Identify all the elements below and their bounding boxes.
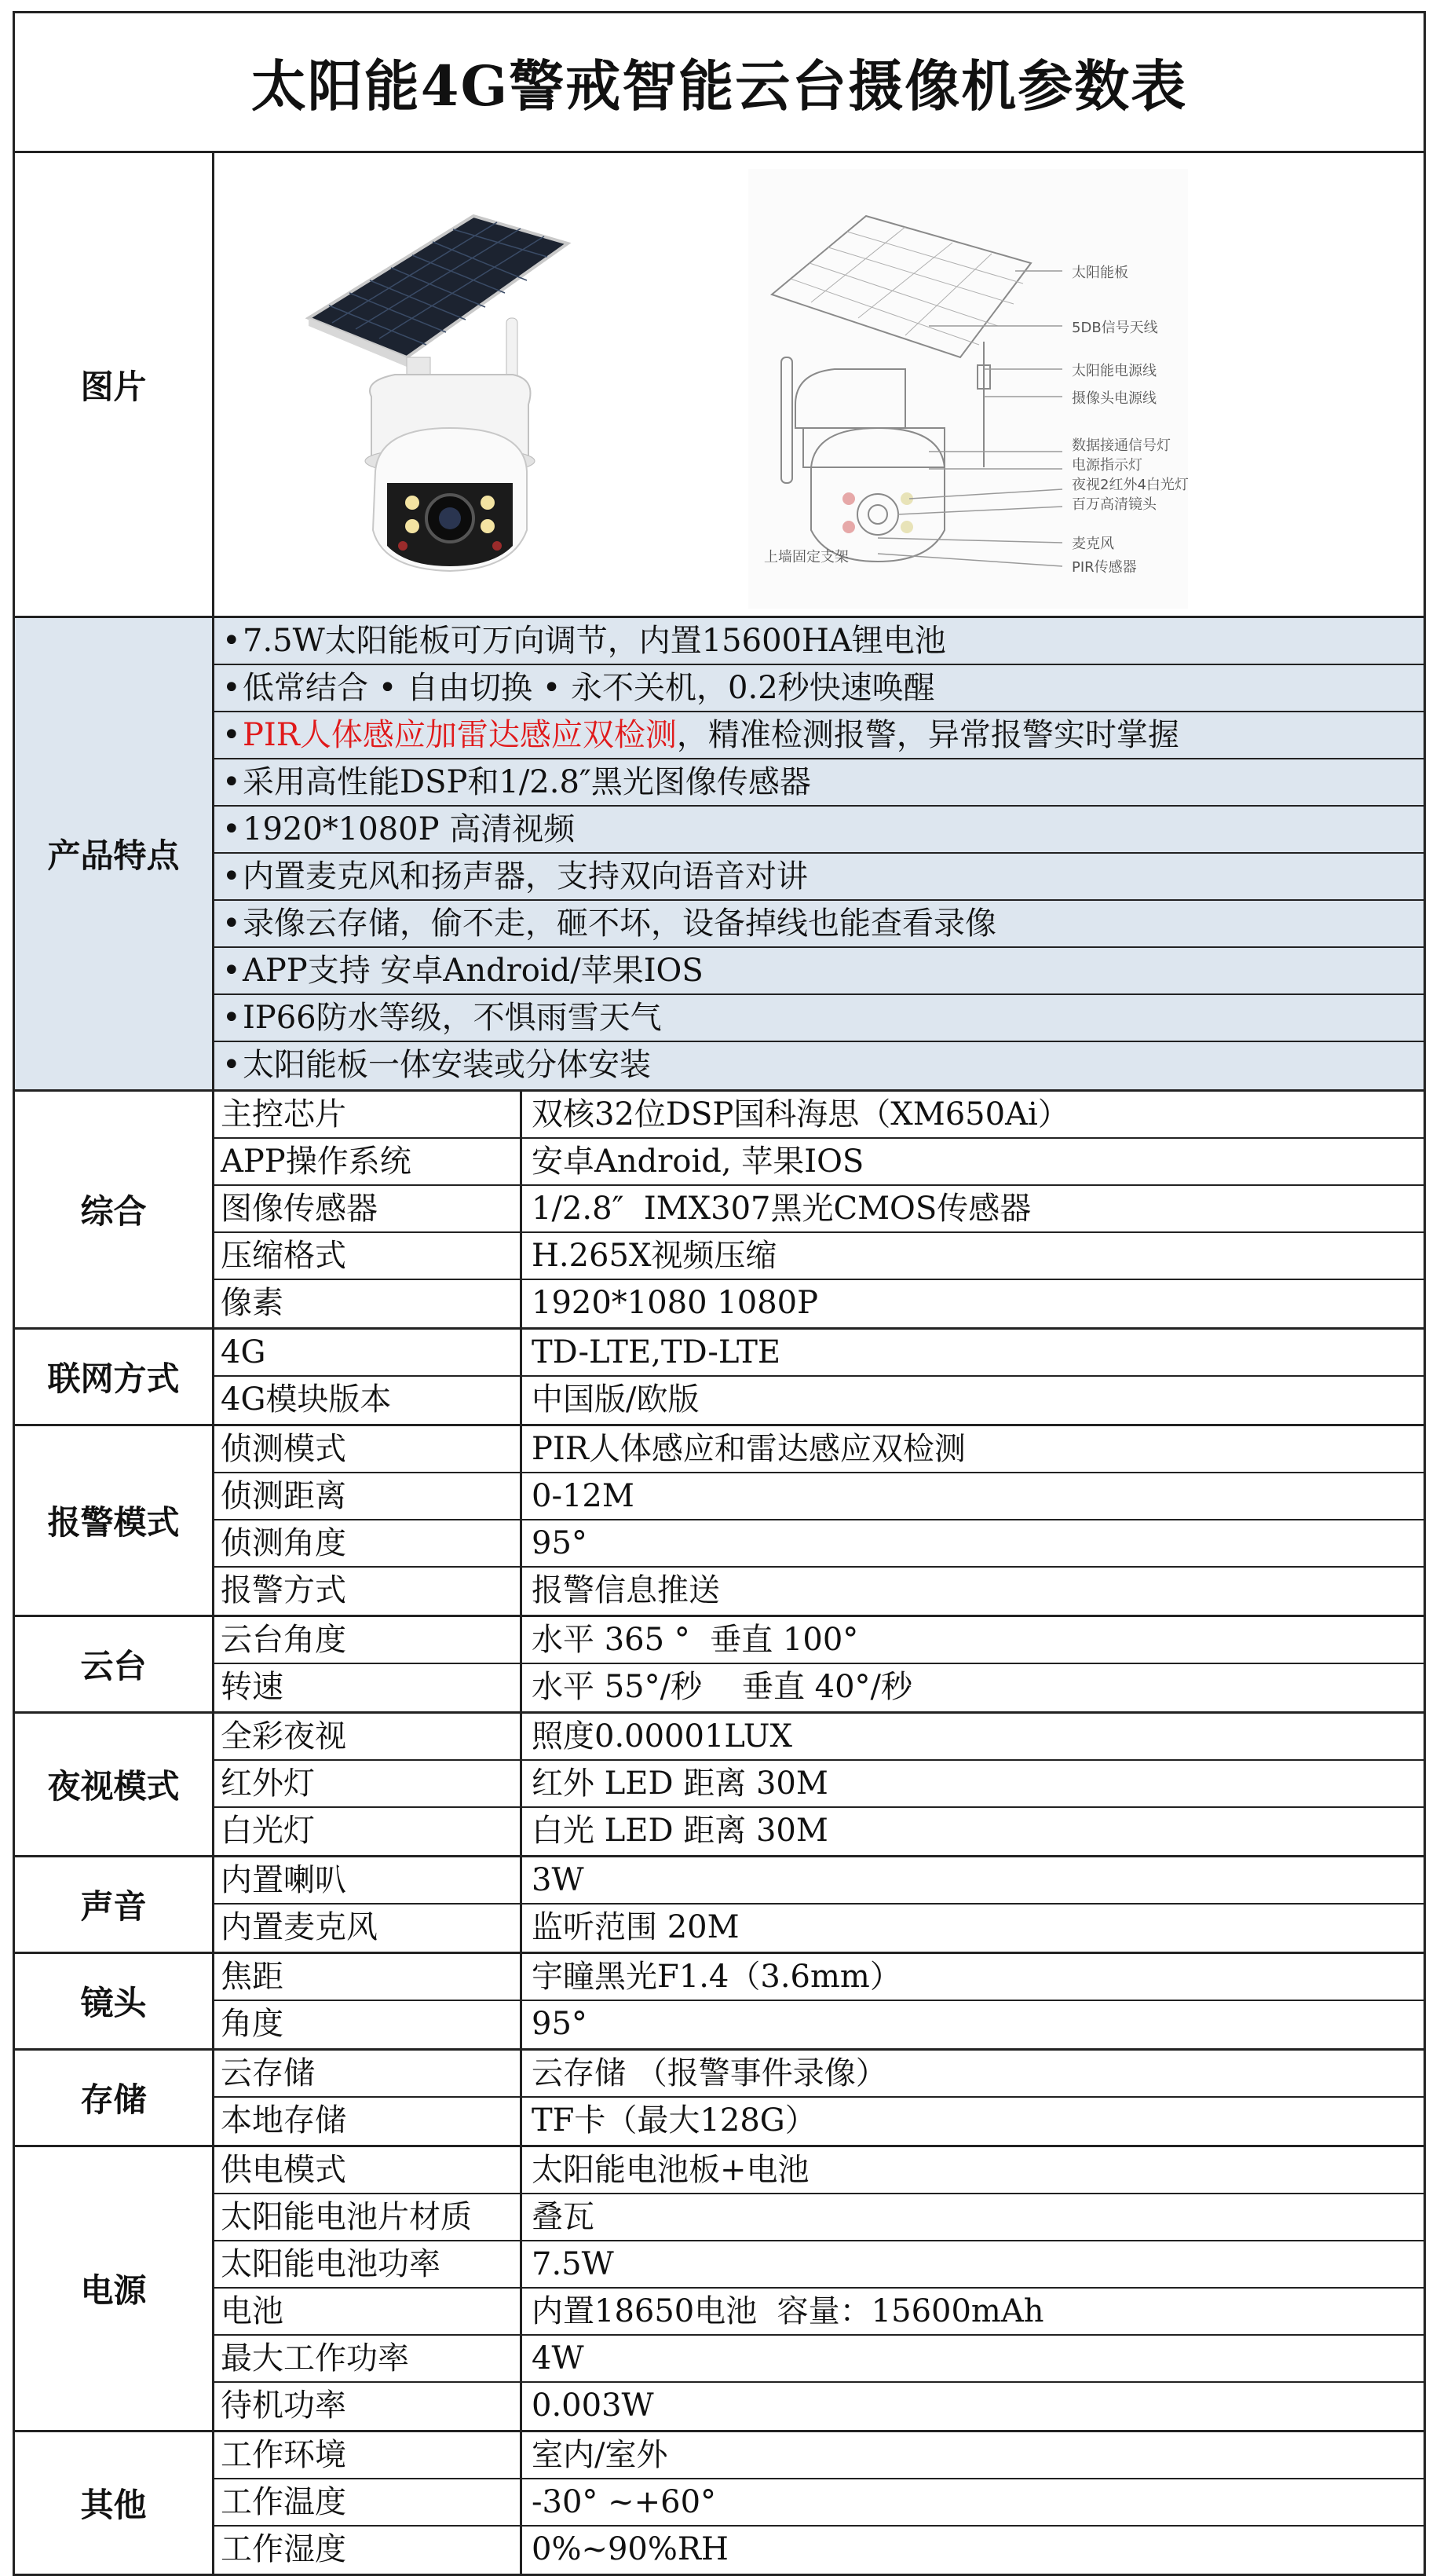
feature-item xyxy=(214,854,1424,901)
section-label: 电源 xyxy=(15,2147,214,2430)
spec-value: -30° ~+60° xyxy=(532,2484,717,2520)
spec-section xyxy=(15,1092,1424,1330)
spec-section xyxy=(15,1857,1424,1954)
diagram-label-power-light: 电源指示灯 xyxy=(1072,457,1142,474)
diagram-label-microphone: 麦克风 xyxy=(1072,536,1114,552)
feature-item xyxy=(214,665,1424,712)
feature-text: 1920*1080P 高清视频 xyxy=(243,811,576,847)
spec-value: 叠瓦 xyxy=(532,2199,594,2235)
spec-key: 白光灯 xyxy=(214,1808,522,1855)
spec-row xyxy=(214,1954,1424,2001)
diagram-label-night-lights: 夜视2红外4白光灯 xyxy=(1072,477,1189,493)
section-label: 镜头 xyxy=(15,1954,214,2048)
bullet-icon: • xyxy=(222,670,241,706)
spec-row xyxy=(214,2432,1424,2479)
spec-key: APP操作系统 xyxy=(214,1139,522,1184)
diagram-label-pir: PIR传感器 xyxy=(1072,559,1137,576)
feature-text: 采用高性能DSP和1/2.8″黑光图像传感器 xyxy=(243,764,811,800)
diagram-label-solar-cable: 太阳能电源线 xyxy=(1072,363,1157,379)
section-rows xyxy=(214,1092,1424,1327)
spec-key: 太阳能电池片材质 xyxy=(214,2194,522,2240)
spec-row xyxy=(214,2336,1424,2383)
feature-item xyxy=(214,618,1424,665)
spec-value: 中国版/欧版 xyxy=(532,1381,700,1418)
spec-value: 白光 LED 距离 30M xyxy=(532,1813,828,1849)
spec-row xyxy=(214,2289,1424,2336)
feature-item xyxy=(214,712,1424,759)
spec-row xyxy=(214,1568,1424,1615)
bullet-icon: • xyxy=(222,858,241,895)
spec-row xyxy=(214,2001,1424,2048)
spec-row xyxy=(214,1857,1424,1905)
spec-row xyxy=(214,1905,1424,1952)
section-label: 夜视模式 xyxy=(15,1714,214,1855)
spec-row xyxy=(214,1280,1424,1327)
spec-section xyxy=(15,1426,1424,1617)
bullet-icon: • xyxy=(222,811,241,847)
feature-text: 低常结合 • 自由切换 • 永不关机，0.2秒快速唤醒 xyxy=(243,670,935,706)
spec-value: PIR人体感应和雷达感应双检测 xyxy=(532,1431,966,1467)
section-rows xyxy=(214,1330,1424,1424)
spec-key: 供电模式 xyxy=(214,2147,522,2193)
section-label: 联网方式 xyxy=(15,1330,214,1424)
feature-highlight: PIR人体感应加雷达感应双检测 xyxy=(243,717,677,753)
diagram-label-wall-bracket: 上墙固定支架 xyxy=(764,549,849,565)
page-title: 太阳能4G警戒智能云台摄像机参数表 xyxy=(15,13,1424,153)
feature-item xyxy=(214,759,1424,807)
spec-row xyxy=(214,1664,1424,1711)
section-rows xyxy=(214,1617,1424,1711)
camera-product-photo xyxy=(277,200,607,609)
feature-text: APP支持 安卓Android/苹果IOS xyxy=(243,953,704,989)
spec-section xyxy=(15,1330,1424,1426)
section-rows xyxy=(214,2432,1424,2574)
image-cell xyxy=(214,153,1424,616)
spec-value: 水平 55°/秒 垂直 40°/秒 xyxy=(532,1669,913,1705)
spec-key: 侦测角度 xyxy=(214,1520,522,1566)
spec-row xyxy=(214,1520,1424,1568)
spec-key: 压缩格式 xyxy=(214,1233,522,1279)
spec-value: 95° xyxy=(532,1525,587,1561)
section-label: 综合 xyxy=(15,1092,214,1327)
spec-value: 4W xyxy=(532,2340,584,2377)
feature-text: 内置麦克风和扬声器，支持双向语音对讲 xyxy=(243,858,808,895)
spec-row xyxy=(214,1714,1424,1761)
diagram-label-antenna: 5DB信号天线 xyxy=(1072,320,1158,336)
spec-value: 1/2.8″ IMX307黑光CMOS传感器 xyxy=(532,1191,1032,1227)
spec-value: 0-12M xyxy=(532,1478,634,1514)
diagram-label-data-light: 数据接通信号灯 xyxy=(1072,437,1171,454)
spec-row xyxy=(214,1761,1424,1808)
feature-text: 太阳能板一体安装或分体安装 xyxy=(243,1047,651,1083)
spec-key: 转速 xyxy=(214,1664,522,1711)
feature-item xyxy=(214,995,1424,1042)
spec-key: 角度 xyxy=(214,2001,522,2048)
spec-value: 太阳能电池板+电池 xyxy=(532,2152,810,2188)
image-row xyxy=(15,153,1424,618)
spec-value: TF卡（最大128G） xyxy=(532,2102,817,2139)
spec-key: 最大工作功率 xyxy=(214,2336,522,2381)
spec-row xyxy=(214,1617,1424,1664)
spec-row xyxy=(214,1330,1424,1377)
feature-text: 录像云存储，偷不走，砸不坏，设备掉线也能查看录像 xyxy=(243,906,996,942)
spec-row xyxy=(214,2194,1424,2241)
spec-key: 工作环境 xyxy=(214,2432,522,2478)
feature-item xyxy=(214,1042,1424,1089)
spec-key: 4G模块版本 xyxy=(214,1377,522,1424)
spec-key: 电池 xyxy=(214,2289,522,2334)
spec-value: 7.5W xyxy=(532,2246,614,2282)
section-rows xyxy=(214,1426,1424,1615)
spec-section xyxy=(15,2432,1424,2574)
spec-row xyxy=(214,1139,1424,1186)
spec-section xyxy=(15,1954,1424,2051)
features-list xyxy=(214,618,1424,1089)
feature-item xyxy=(214,807,1424,854)
spec-value: 监听范围 20M xyxy=(532,1909,740,1945)
spec-value: 1920*1080 1080P xyxy=(532,1285,819,1321)
spec-key: 像素 xyxy=(214,1280,522,1327)
section-label: 云台 xyxy=(15,1617,214,1711)
diagram-label-lens: 百万高清镜头 xyxy=(1072,496,1157,513)
spec-value: 室内/室外 xyxy=(532,2437,668,2473)
bullet-icon: • xyxy=(222,953,241,989)
spec-section xyxy=(15,2147,1424,2432)
feature-text: ，精准检测报警，异常报警实时掌握 xyxy=(676,717,1179,753)
spec-key: 报警方式 xyxy=(214,1568,522,1615)
spec-key: 内置麦克风 xyxy=(214,1905,522,1952)
bullet-icon: • xyxy=(222,717,241,753)
feature-text: 7.5W太阳能板可万向调节，内置15600HA锂电池 xyxy=(243,623,946,659)
spec-key: 云台角度 xyxy=(214,1617,522,1663)
spec-value: 报警信息推送 xyxy=(532,1572,720,1608)
spec-row xyxy=(214,1377,1424,1424)
section-rows xyxy=(214,1954,1424,2048)
bullet-icon: • xyxy=(222,1000,241,1036)
spec-key: 云存储 xyxy=(214,2051,522,2096)
bullet-icon: • xyxy=(222,623,241,659)
spec-key: 待机功率 xyxy=(214,2383,522,2430)
spec-value: 红外 LED 距离 30M xyxy=(532,1766,828,1802)
spec-row xyxy=(214,1473,1424,1520)
spec-value: H.265X视频压缩 xyxy=(532,1238,777,1274)
section-rows xyxy=(214,1857,1424,1952)
spec-key: 全彩夜视 xyxy=(214,1714,522,1759)
section-label: 其他 xyxy=(15,2432,214,2574)
spec-row xyxy=(214,2098,1424,2145)
feature-item xyxy=(214,948,1424,995)
bullet-icon: • xyxy=(222,1047,241,1083)
spec-row xyxy=(214,2383,1424,2430)
section-label: 存储 xyxy=(15,2051,214,2145)
spec-section xyxy=(15,1617,1424,1714)
spec-value: 双核32位DSP国科海思（XM650Ai） xyxy=(532,1096,1069,1132)
bullet-icon: • xyxy=(222,764,241,800)
spec-section xyxy=(15,1714,1424,1857)
spec-sheet-table xyxy=(13,11,1426,2576)
spec-section xyxy=(15,2051,1424,2147)
spec-value: TD-LTE,TD-LTE xyxy=(532,1334,781,1370)
spec-key: 红外灯 xyxy=(214,1761,522,1806)
spec-sections xyxy=(15,1092,1424,2574)
spec-row xyxy=(214,2479,1424,2527)
spec-value: 宇瞳黑光F1.4（3.6mm） xyxy=(532,1959,901,1995)
spec-key: 本地存储 xyxy=(214,2098,522,2145)
spec-key: 太阳能电池功率 xyxy=(214,2241,522,2287)
spec-row xyxy=(214,2147,1424,2194)
spec-key: 侦测距离 xyxy=(214,1473,522,1519)
spec-key: 工作湿度 xyxy=(214,2527,522,2574)
spec-value: 照度0.00001LUX xyxy=(532,1718,792,1755)
section-rows xyxy=(214,2051,1424,2145)
spec-value: 内置18650电池 容量：15600mAh xyxy=(532,2293,1044,2329)
spec-value: 水平 365 ° 垂直 100° xyxy=(532,1622,859,1658)
section-label: 声音 xyxy=(15,1857,214,1952)
spec-value: 0%~90%RH xyxy=(532,2531,729,2567)
feature-text: IP66防水等级，不惧雨雪天气 xyxy=(243,1000,662,1036)
spec-value: 95° xyxy=(532,2006,587,2042)
features-row xyxy=(15,618,1424,1092)
spec-value: 3W xyxy=(532,1862,584,1898)
spec-row xyxy=(214,2241,1424,2289)
diagram-label-camera-cable: 摄像头电源线 xyxy=(1072,390,1157,407)
spec-value: 0.003W xyxy=(532,2388,654,2424)
spec-row xyxy=(214,1233,1424,1280)
features-label: 产品特点 xyxy=(15,618,214,1089)
bullet-icon: • xyxy=(222,906,241,942)
spec-row xyxy=(214,1808,1424,1855)
spec-row xyxy=(214,1426,1424,1473)
spec-key: 图像传感器 xyxy=(214,1186,522,1231)
spec-key: 内置喇叭 xyxy=(214,1857,522,1903)
section-rows xyxy=(214,1714,1424,1855)
spec-key: 4G xyxy=(214,1330,522,1375)
spec-key: 主控芯片 xyxy=(214,1092,522,1137)
spec-value: 云存储 （报警事件录像） xyxy=(532,2055,887,2091)
spec-value: 安卓Android, 苹果IOS xyxy=(532,1143,864,1180)
feature-item xyxy=(214,901,1424,948)
spec-row xyxy=(214,1092,1424,1139)
spec-row xyxy=(214,1186,1424,1233)
spec-key: 侦测模式 xyxy=(214,1426,522,1472)
spec-key: 焦距 xyxy=(214,1954,522,2000)
spec-row xyxy=(214,2051,1424,2098)
section-rows xyxy=(214,2147,1424,2430)
diagram-label-solar-panel: 太阳能板 xyxy=(1072,265,1128,281)
image-section-label: 图片 xyxy=(15,153,214,616)
spec-row xyxy=(214,2527,1424,2574)
spec-key: 工作温度 xyxy=(214,2479,522,2525)
section-label: 报警模式 xyxy=(15,1426,214,1615)
